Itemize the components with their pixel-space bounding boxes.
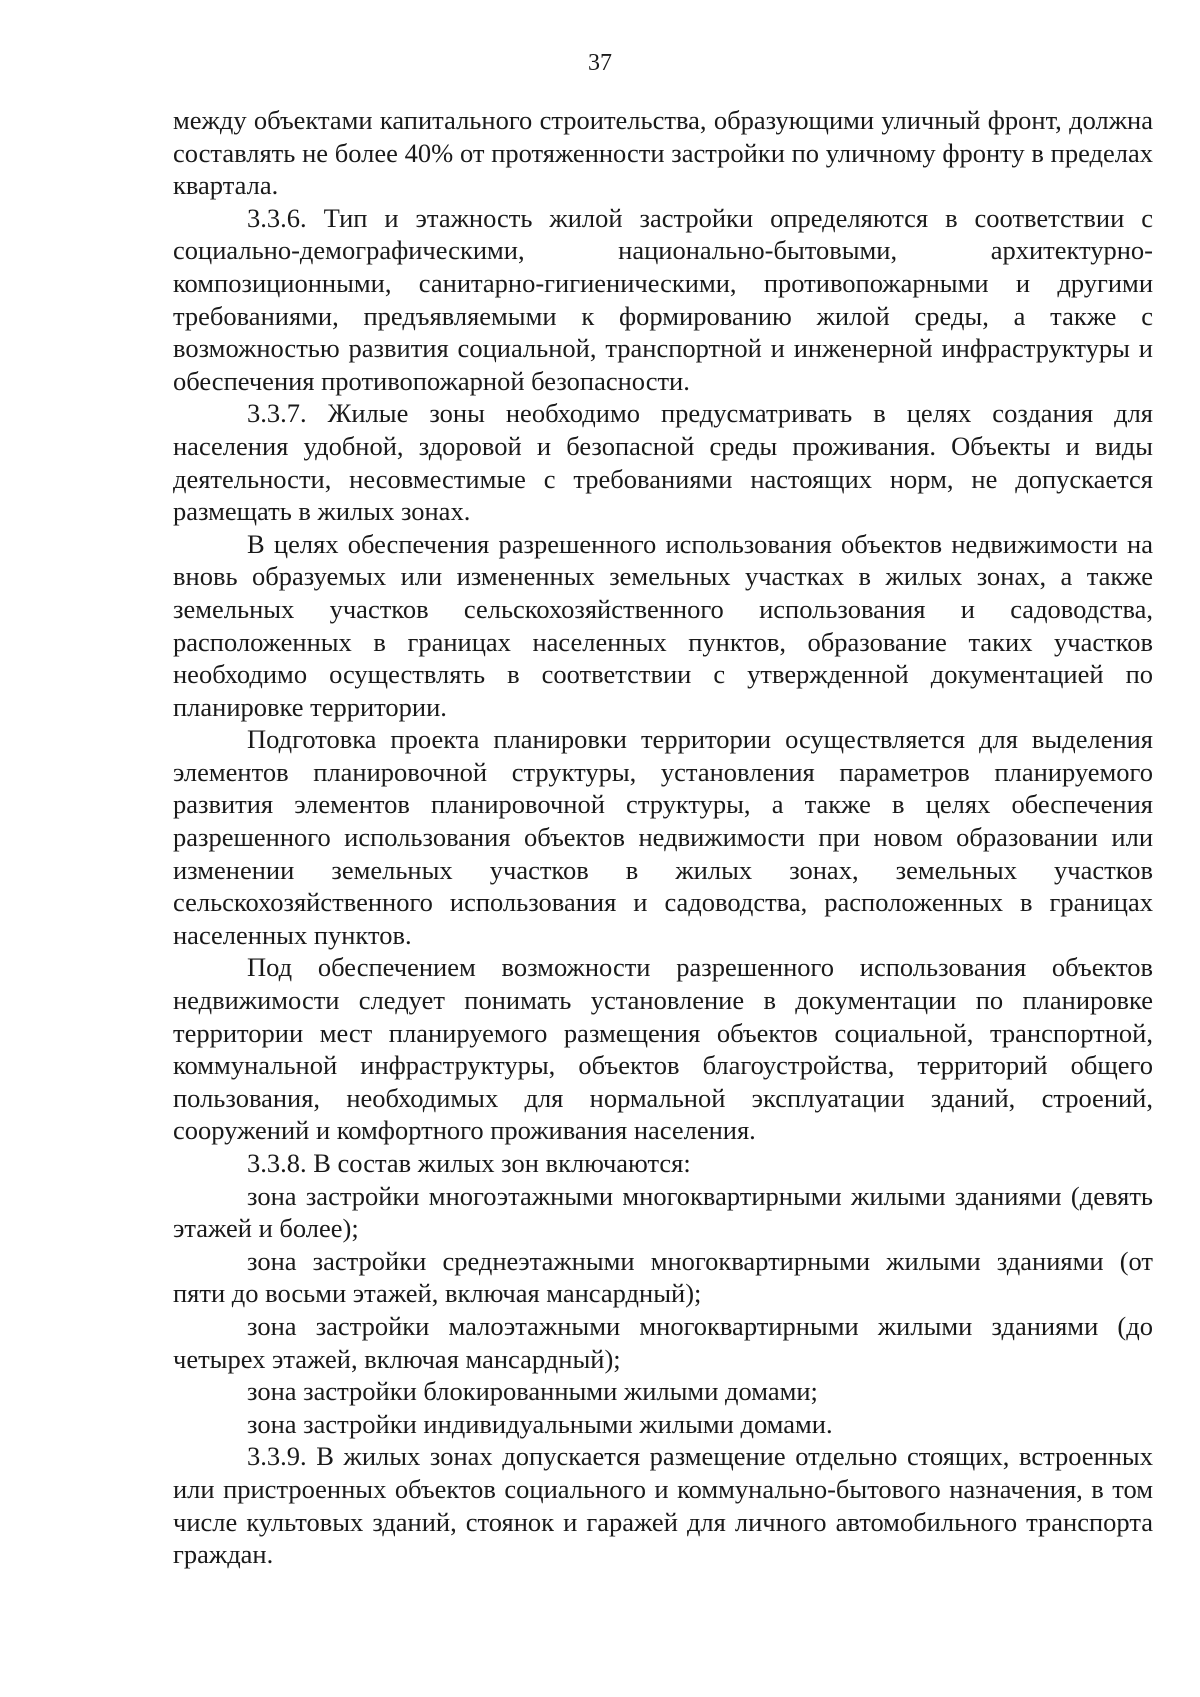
list-item-zone: зона застройки среднеэтажными многоквартирными жилыми зданиями (от пяти до восьми этажей, включая мансардный); <box>173 1245 1153 1309</box>
page-number: 37 <box>588 50 612 76</box>
paragraph-continuation: между объектами капитального строительства, образующими уличный фронт, должна составлять не более 40% от протяженности застройки по уличному фронту в пределах квартала. <box>173 105 1153 201</box>
list-item-zone: зона застройки индивидуальными жилыми домами. <box>247 1408 833 1439</box>
paragraph-ensuring-use: Под обеспечением возможности разрешенного использования объектов недвижимости следует понимать установление в документации по планировке территории мест планируемого размещения объектов социальной, транспортной, коммунальной инфраструктуры, объектов благоустройства, территорий общего пользования, необходимых для нормальной эксплуатации зданий, строений, сооружений и комфортного проживания населения. <box>173 952 1153 1146</box>
paragraph-3-3-8: 3.3.8. В состав жилых зон включаются: <box>247 1148 691 1178</box>
paragraph-permitted-use: В целях обеспечения разрешенного использования объектов недвижимости на вновь образуемых или измененных земельных участках в жилых зонах, а также земельных участков сельскохозяйственного использования и садоводства, расположенных в границах населенных пунктов, образование таких участков необходимо осуществлять в соответствии с утвержденной документацией по планировке территории. <box>173 528 1153 722</box>
document-body <box>173 104 1153 1571</box>
paragraph-3-3-6: 3.3.6. Тип и этажность жилой застройки определяются в соответствии с социально-демографическими, национально-бытовыми, архитектурно-композиционными, санитарно-гигиеническими, противопожарными и другими требованиями, предъявляемыми к формированию жилой среды, а также с возможностью развития социальной, транспортной и инженерной инфраструктуры и обеспечения противопожарной безопасности. <box>173 202 1153 396</box>
paragraph-3-3-9: 3.3.9. В жилых зонах допускается размещение отдельно стоящих, встроенных или пристроенных объектов социального и коммунально-бытового назначения, в том числе культовых зданий, стоянок и гаражей для личного автомобильного транспорта граждан. <box>173 1441 1153 1570</box>
paragraph-3-3-7: 3.3.7. Жилые зоны необходимо предусматривать в целях создания для населения удобной, здоровой и безопасной среды проживания. Объекты и виды деятельности, несовместимые с требованиями настоящих норм, не допускается размещать в жилых зонах. <box>173 398 1153 527</box>
list-item-zone: зона застройки малоэтажными многоквартирными жилыми зданиями (до четырех этажей, включая мансардный); <box>173 1310 1153 1374</box>
paragraph-planning-project: Подготовка проекта планировки территории осуществляется для выделения элементов планировочной структуры, установления параметров планируемого развития элементов планировочной структуры, а также в целях обеспечения разрешенного использования объектов недвижимости при новом образовании или изменении земельных участков в жилых зонах, земельных участков сельскохозяйственного использования и садоводства, расположенных в границах населенных пунктов. <box>173 724 1153 950</box>
list-item-zone: зона застройки многоэтажными многоквартирными жилыми зданиями (девять этажей и более); <box>173 1180 1153 1244</box>
list-item-zone: зона застройки блокированными жилыми домами; <box>247 1376 818 1407</box>
